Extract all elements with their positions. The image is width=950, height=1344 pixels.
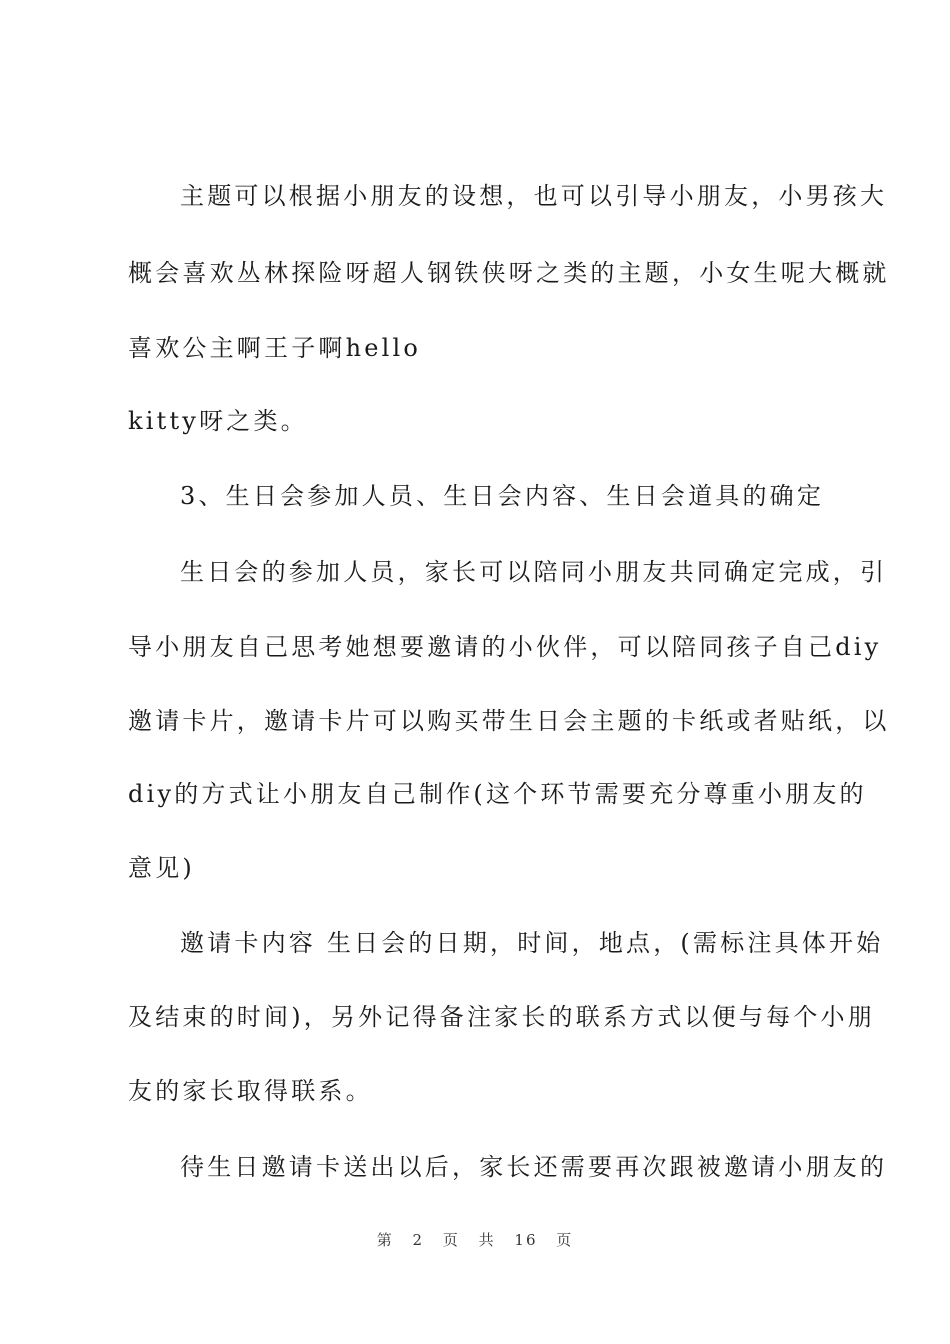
footer-ye: 页 [442, 1231, 460, 1249]
footer-ye2: 页 [556, 1231, 574, 1249]
section-heading: 3、生日会参加人员、生日会内容、生日会道具的确定 [180, 482, 825, 510]
footer-page-number: 2 [412, 1231, 425, 1249]
paragraph-line: diy的方式让小朋友自己制作(这个环节需要充分尊重小朋友的 [128, 780, 867, 808]
paragraph-line: 待生日邀请卡送出以后，家长还需要再次跟被邀请小朋友的 [180, 1153, 888, 1181]
paragraph-line: 邀请卡内容 生日会的日期，时间，地点，(需标注具体开始 [180, 929, 884, 957]
paragraph-line: kitty呀之类。 [128, 407, 308, 435]
page-footer [0, 1229, 950, 1250]
paragraph-line: 导小朋友自己思考她想要邀请的小伙伴，可以陪同孩子自己diy [128, 633, 882, 661]
paragraph-line: 生日会的参加人员，家长可以陪同小朋友共同确定完成，引 [180, 558, 888, 586]
footer-total-pages: 16 [514, 1231, 538, 1249]
paragraph-line: 喜欢公主啊王子啊hello [128, 334, 422, 362]
footer-gong: 共 [478, 1231, 496, 1249]
paragraph-line: 友的家长取得联系。 [128, 1077, 373, 1105]
paragraph-line: 邀请卡片，邀请卡片可以购买带生日会主题的卡纸或者贴纸，以 [128, 707, 890, 735]
paragraph-line: 概会喜欢丛林探险呀超人钢铁侠呀之类的主题，小女生呢大概就 [128, 259, 890, 287]
paragraph-line: 主题可以根据小朋友的设想，也可以引导小朋友，小男孩大 [180, 182, 888, 210]
paragraph-line: 及结束的时间)，另外记得备注家长的联系方式以便与每个小朋 [128, 1003, 875, 1031]
footer-di: 第 [376, 1231, 394, 1249]
paragraph-line: 意见) [128, 854, 195, 882]
